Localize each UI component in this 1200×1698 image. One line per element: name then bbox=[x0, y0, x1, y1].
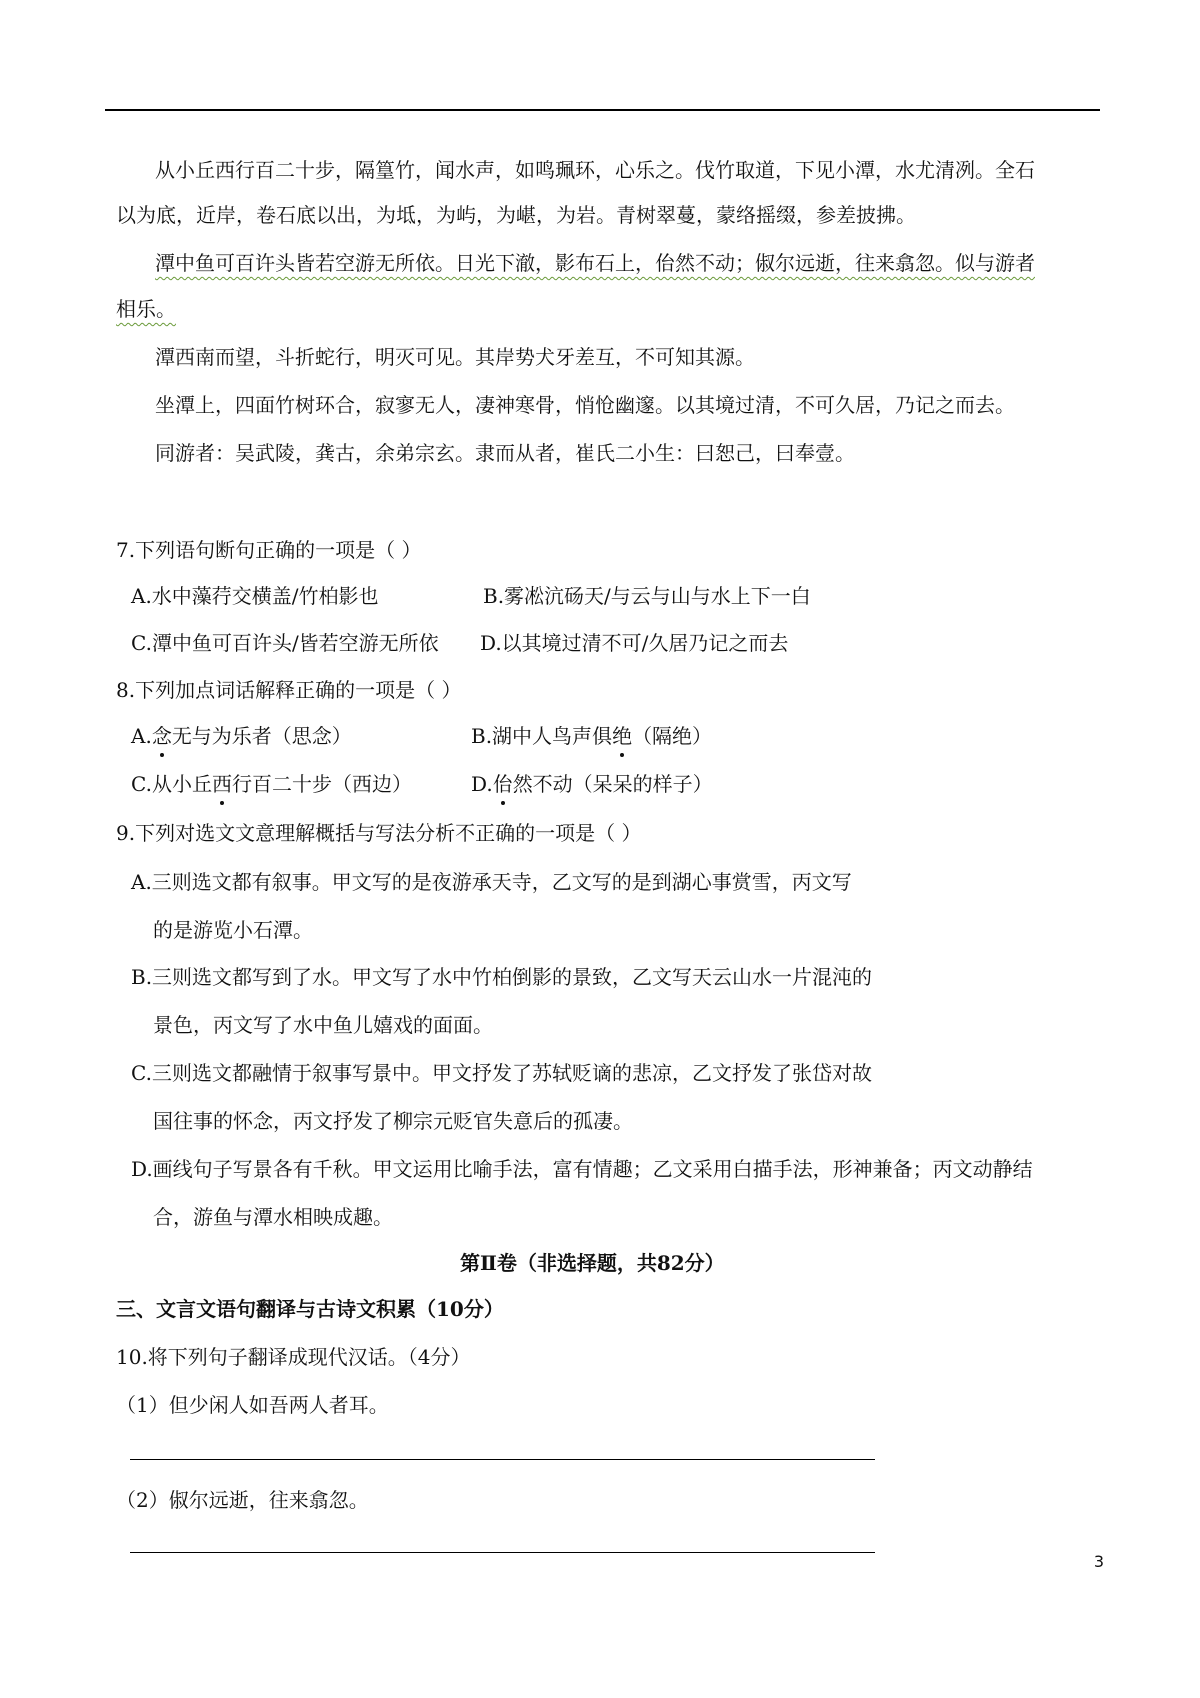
q8-stem: 8.下列加点词话解释正确的一项是（ ） bbox=[116, 678, 462, 702]
q8-a-suffix: 无与为乐者（思念） bbox=[171, 724, 352, 748]
q8-option-a bbox=[131, 722, 352, 750]
passage-p2-line2: 相乐。 bbox=[116, 297, 176, 321]
q9-option-c-line2: 国往事的怀念，丙文抒发了柳宗元贬官失意后的孤凄。 bbox=[153, 1109, 633, 1133]
q8-b-suffix: （隔绝） bbox=[632, 724, 713, 748]
q9-option-d-line2: 合，游鱼与潭水相映成趣。 bbox=[153, 1205, 393, 1229]
q9-option-a-line2: 的是游览小石潭。 bbox=[153, 918, 313, 942]
passage-p5: 同游者：吴武陵，龚古，余弟宗玄。隶而从者，崔氏二小生：曰恕己，曰奉壹。 bbox=[155, 441, 855, 465]
q8-option-d bbox=[471, 770, 713, 798]
q9-option-b-line1: B.三则选文都写到了水。甲文写了水中竹柏倒影的景致，乙文写天云山水一片混沌的 bbox=[131, 965, 873, 989]
q8-d-prefix: D. bbox=[471, 772, 493, 796]
q10-2-answer-line bbox=[130, 1552, 875, 1553]
q8-c-dotted-word: 西 bbox=[211, 772, 232, 796]
passage-p3: 潭西南而望，斗折蛇行，明灭可见。其岸势犬牙差互，不可知其源。 bbox=[155, 345, 755, 369]
q10-stem: 10.将下列句子翻译成现代汉话。（4分） bbox=[116, 1345, 471, 1369]
q8-option-b bbox=[471, 722, 712, 750]
page-number: 3 bbox=[1093, 1552, 1104, 1571]
passage-p1-line2: 以为底，近岸，卷石底以出，为坻，为屿，为嵁，为岩。青树翠蔓，蒙络摇缀，参差披拂。 bbox=[116, 203, 916, 227]
q9-stem: 9.下列对选文文意理解概括与写法分析不正确的一项是（ ） bbox=[116, 821, 642, 845]
passage-p1-line1: 从小丘西行百二十步，隔篁竹，闻水声，如鸣珮环，心乐之。伐竹取道，下见小潭，水尤清冽。全石 bbox=[155, 158, 1035, 182]
q7-stem: 7.下列语句断句正确的一项是（ ） bbox=[116, 538, 422, 562]
passage-p2-line1: 潭中鱼可百许头皆若空游无所依。日光下澈，影布石上，佁然不动；俶尔远逝，往来翕忽。似与游者 bbox=[155, 251, 1035, 275]
q7-option-a: A.水中藻荇交横盖/竹柏影也 bbox=[131, 584, 379, 608]
q9-option-d-line1: D.画线句子写景各有千秋。甲文运用比喻手法，富有情趣；乙文采用白描手法，形神兼备；丙文动静结 bbox=[131, 1157, 1033, 1181]
q8-b-prefix: B.湖中人鸟声俱 bbox=[471, 724, 613, 748]
q8-c-prefix: C.从小丘 bbox=[131, 772, 212, 796]
q7-option-b: B.雾凇沆砀天/与云与山与水上下一白 bbox=[483, 584, 811, 608]
q8-option-c bbox=[131, 770, 412, 798]
part2-title: 第Ⅱ卷（非选择题，共82分） bbox=[460, 1251, 725, 1275]
q9-option-a-line1: A.三则选文都有叙事。甲文写的是夜游承天寺，乙文写的是到湖心事赏雪，丙文写 bbox=[131, 870, 852, 894]
q10-2-prompt: （2）俶尔远逝，往来翕忽。 bbox=[116, 1488, 369, 1512]
q10-1-prompt: （1）但少闲人如吾两人者耳。 bbox=[116, 1393, 389, 1417]
section3-heading: 三、文言文语句翻译与古诗文积累（10分） bbox=[116, 1297, 504, 1321]
header-rule bbox=[105, 109, 1100, 111]
q9-option-c-line1: C.三则选文都融情于叙事写景中。甲文抒发了苏轼贬谪的悲凉，乙文抒发了张岱对故 bbox=[131, 1061, 872, 1085]
passage-p4: 坐潭上，四面竹树环合，寂寥无人，凄神寒骨，悄怆幽邃。以其境过清，不可久居，乃记之而去。 bbox=[155, 393, 1015, 417]
q7-option-d: D.以其境过清不可/久居乃记之而去 bbox=[480, 631, 789, 655]
q8-d-suffix: 然不动（呆呆的样子） bbox=[512, 772, 713, 796]
q9-option-b-line2: 景色，丙文写了水中鱼儿嬉戏的面面。 bbox=[153, 1013, 493, 1037]
q8-a-dotted-word: 念 bbox=[151, 724, 172, 748]
q8-a-prefix: A. bbox=[131, 724, 152, 748]
q8-d-dotted-word: 佁 bbox=[492, 772, 513, 796]
q8-b-dotted-word: 绝 bbox=[612, 724, 633, 748]
q10-1-answer-line bbox=[130, 1459, 875, 1460]
q7-option-c: C.潭中鱼可百许头/皆若空游无所依 bbox=[131, 631, 439, 655]
q8-c-suffix: 行百二十步（西边） bbox=[231, 772, 412, 796]
